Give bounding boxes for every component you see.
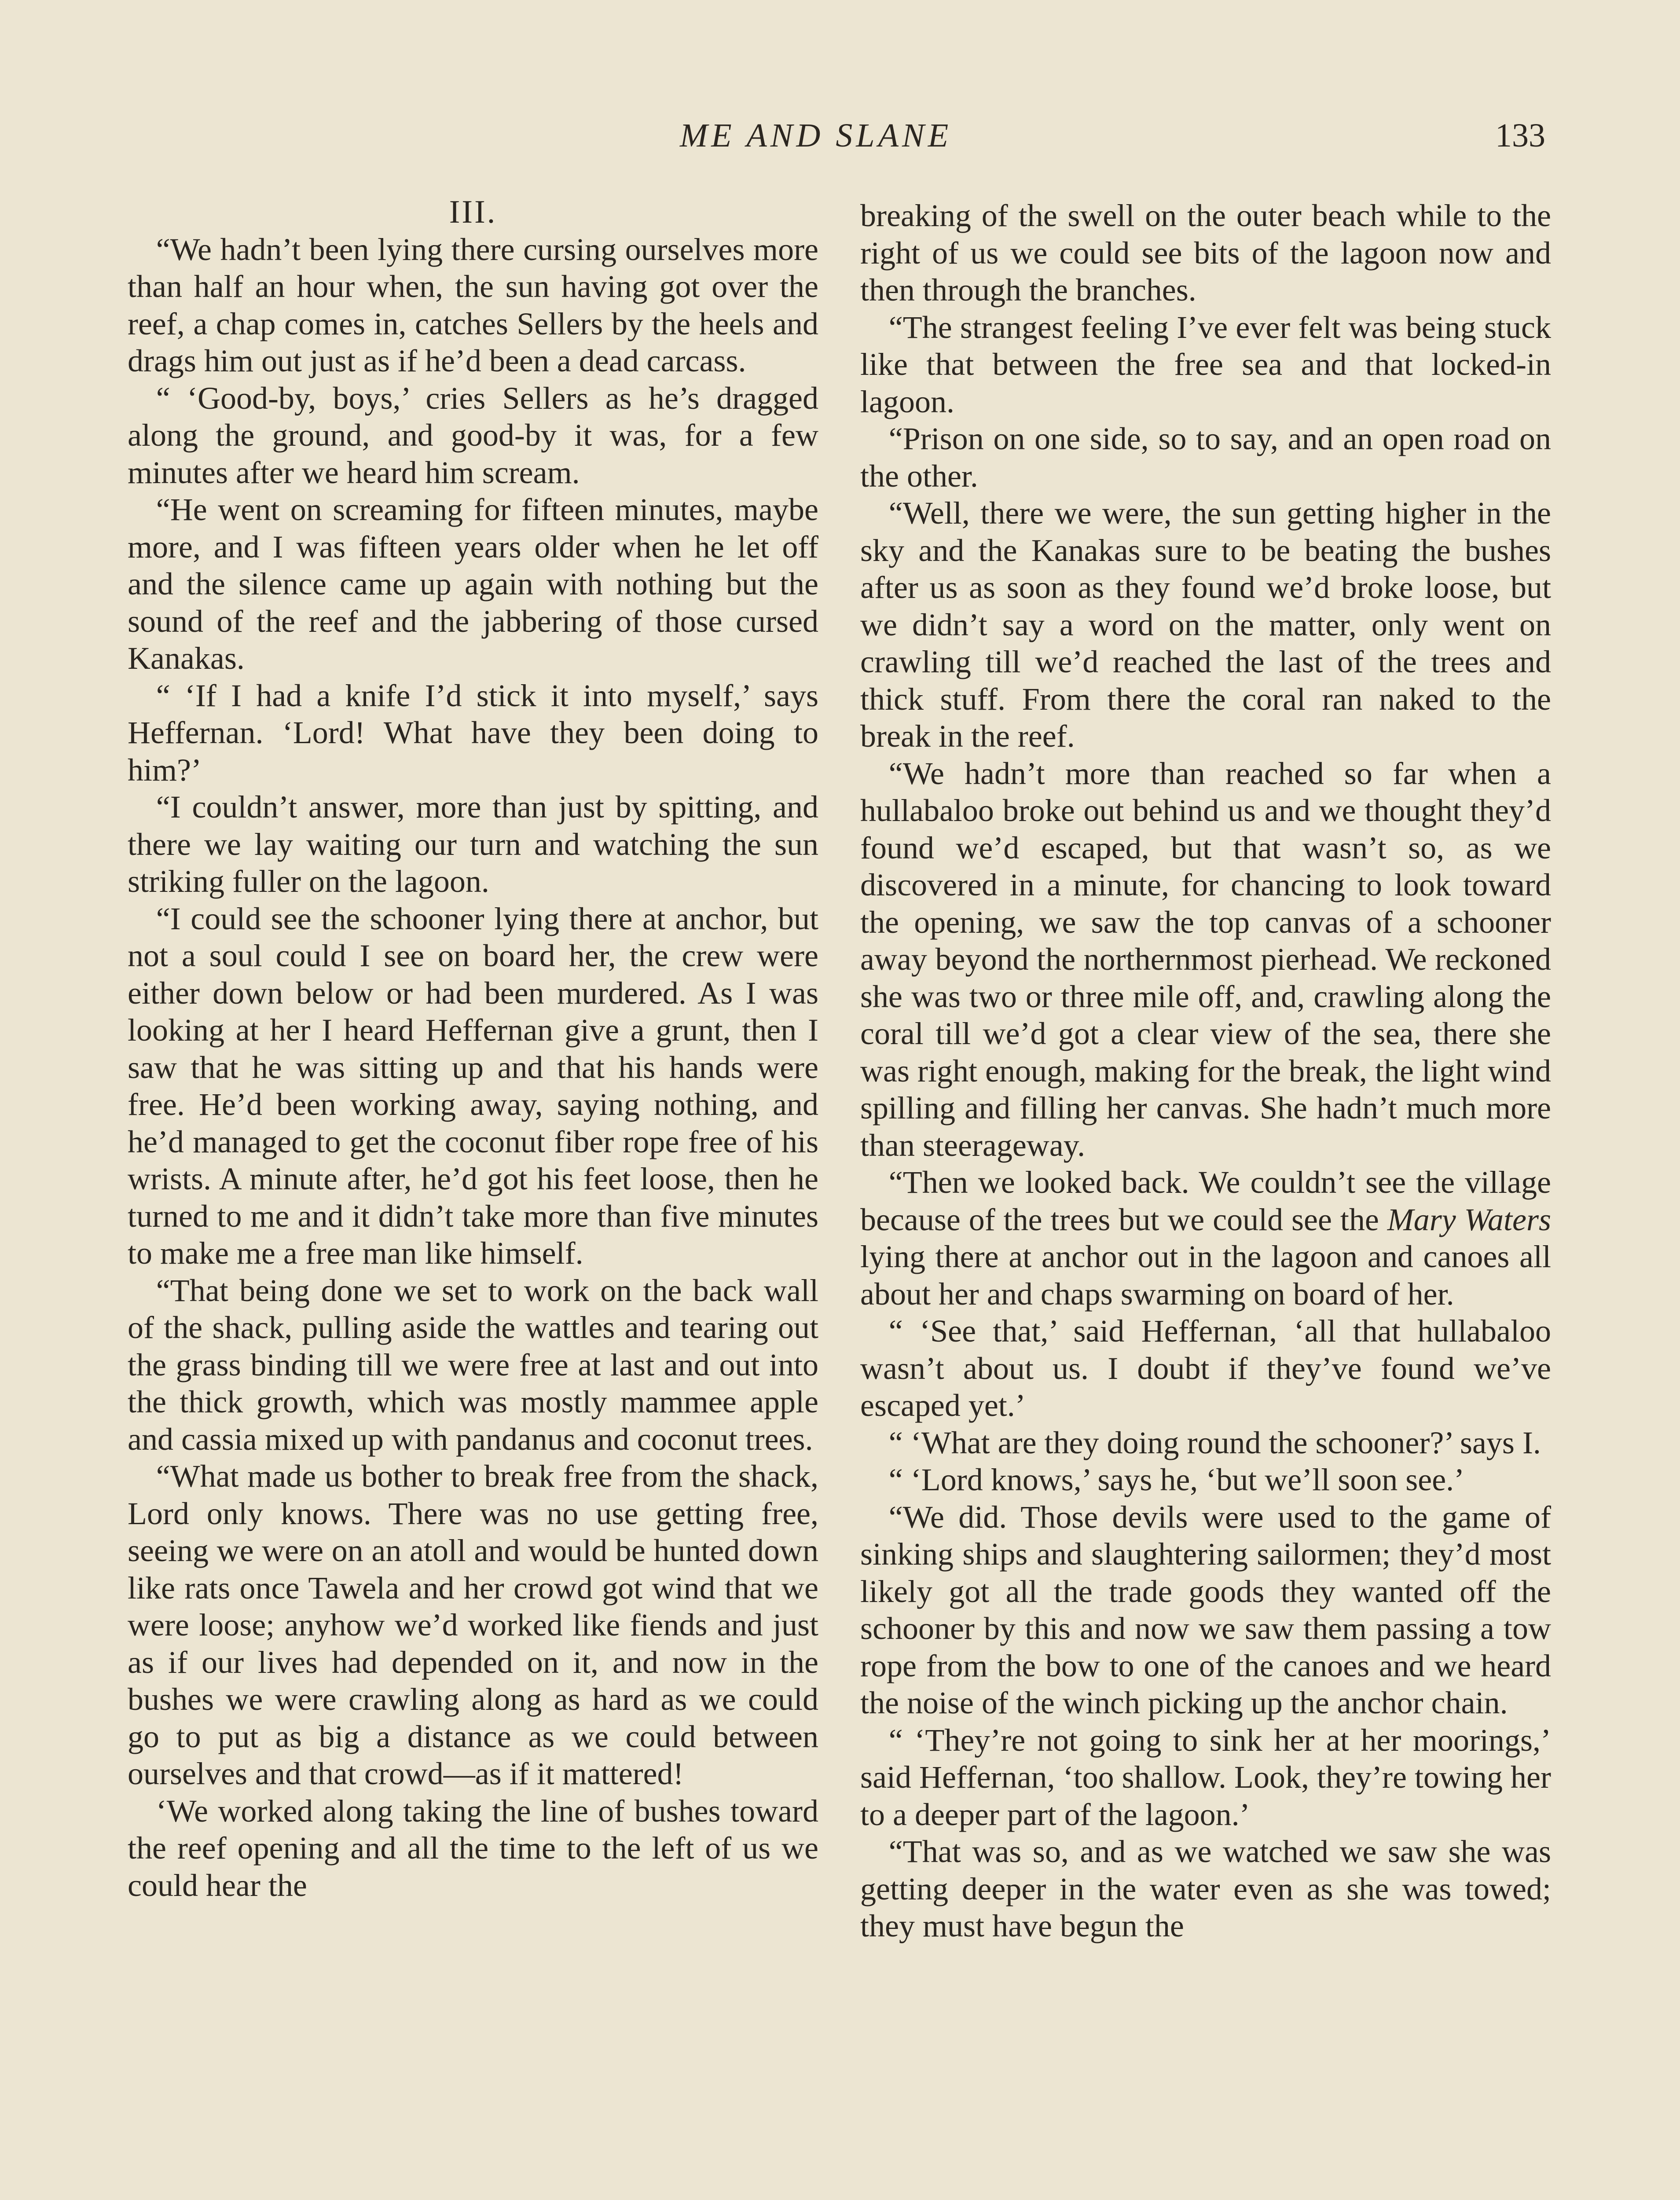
page-header bbox=[0, 117, 1680, 169]
paragraph: “ ‘What are they doing round the schooner?’ says I. bbox=[888, 1425, 1541, 1460]
paragraph: “That was so, and as we watched we saw she was getting deeper in the water even as she was towed; they must have begun the bbox=[860, 1834, 1551, 1943]
running-title: ME AND SLANE bbox=[680, 117, 952, 154]
paragraph: “ ‘Good-by, boys,’ cries Sellers as he’s dragged along the ground, and good-by it was, for a few minutes after we heard him scream. bbox=[128, 380, 818, 490]
paragraph: “ ‘Lord knows,’ says he, ‘but we’ll soon see.’ bbox=[888, 1462, 1465, 1497]
paragraph: “Prison on one side, so to say, and an open road on the other. bbox=[860, 421, 1551, 494]
ship-name: Mary Waters bbox=[1387, 1202, 1552, 1237]
paragraph: “I could see the schooner lying there at anchor, but not a soul could I see on board her, the crew were either down below or had been murdered. As I was looking at her I heard Heffernan give a grunt, then I saw that he was sitting up and that his hands were free. He’d been working away, saying nothing, and he’d managed to get the coconut fiber rope free of his wrists. A minute after, he’d got his feet loose, then he turned to me and it didn’t take more than five minutes to make me a free man like himself. bbox=[128, 901, 818, 1271]
paragraph: “We hadn’t been lying there cursing ourselves more than half an hour when, the sun having got over the reef, a chap comes in, catches Sellers by the heels and drags him out just as if he’d been a dead carcass. bbox=[128, 231, 818, 378]
paragraph: “We hadn’t more than reached so far when a hullabaloo broke out behind us and we thought they’d found we’d escaped, but that wasn’t so, as we discovered in a minute, for chancing to look toward the opening, we saw the top canvas of a schooner away beyond the northernmost pierhead. We reckoned she was two or three mile off, and, crawling along the coral till we’d got a clear view of the sea, there she was right enough, making for the break, the light wind spilling and filling her canvas. She hadn’t much more than steerageway. bbox=[860, 755, 1551, 1163]
paragraph: “That being done we set to work on the back wall of the shack, pulling aside the wattles and tearing out the grass binding till we were free at last and out into the thick growth, which was mostly mammee apple and cassia mixed up with pandanus and coconut trees. bbox=[128, 1272, 818, 1457]
paragraph: “ ‘See that,’ said Heffernan, ‘all that hullabaloo wasn’t about us. I doubt if they’ve found we’ve escaped yet.’ bbox=[860, 1313, 1551, 1423]
paragraph: “What made us bother to break free from the shack, Lord only knows. There was no use getting free, seeing we were on an atoll and would be hunted down like rats once Tawela and her crowd got wind that we were loose; anyhow we’d worked like fiends and just as if our lives had depended on it, and now in the bushes we were crawling along as hard as we could go to put as big a distance as we could between ourselves and that crowd—as if it mattered! bbox=[128, 1459, 818, 1791]
paragraph-continuation: breaking of the swell on the outer beach while to the right of us we could see bits of the lagoon now and then through the branches. bbox=[860, 198, 1551, 308]
paragraph: “Then we looked back. We couldn’t see the village because of the trees but we could see the Mary Waters lying there at anchor out in the lagoon and canoes all about her and chaps swarming on board of her. bbox=[860, 1165, 1552, 1312]
paragraph: “The strangest feeling I’ve ever felt was being stuck like that between the free sea and that locked-in lagoon. bbox=[860, 309, 1551, 419]
paragraph: “Well, there we were, the sun getting higher in the sky and the Kanakas sure to be beating the bushes after us as soon as they found we’d broke loose, but we didn’t say a word on the matter, only went on crawling till we’d reached the last of the trees and thick stuff. From there the coral ran naked to the break in the reef. bbox=[860, 495, 1551, 754]
paragraph: “ ‘If I had a knife I’d stick it into myself,’ says Heffernan. ‘Lord! What have they been doing to him?’ bbox=[128, 678, 818, 788]
left-column bbox=[128, 194, 818, 1904]
paragraph: “He went on screaming for fifteen minutes, maybe more, and I was fifteen years older when he let off and the silence came up again with nothing but the sound of the reef and the jabbering of those cursed Kanakas. bbox=[128, 492, 818, 676]
page-number: 133 bbox=[1495, 117, 1545, 154]
right-column bbox=[860, 197, 1551, 1945]
paragraph: ‘We worked along taking the line of bushes toward the reef opening and all the time to the left of us we could hear the bbox=[128, 1793, 818, 1903]
paragraph: “We did. Those devils were used to the game of sinking ships and slaughtering sailormen; they’d most likely got all the trade goods they wanted off the schooner by this and now we saw them passing a tow rope from the bow to one of the canoes and we heard the noise of the winch picking up the anchor chain. bbox=[860, 1499, 1551, 1720]
paragraph: “ ‘They’re not going to sink her at her moorings,’ said Heffernan, ‘too shallow. Look, they’re towing her to a deeper part of the lagoon.’ bbox=[860, 1722, 1551, 1832]
section-heading: III. bbox=[449, 194, 497, 230]
paragraph: “I couldn’t answer, more than just by spitting, and there we lay waiting our turn and watching the sun striking fuller on the lagoon. bbox=[128, 789, 818, 899]
